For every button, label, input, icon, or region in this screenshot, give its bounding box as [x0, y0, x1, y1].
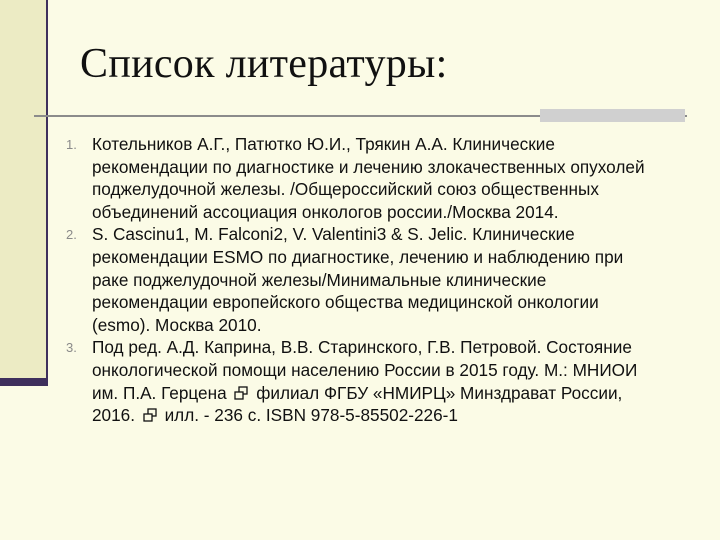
- reference-item: [60, 223, 700, 336]
- left-accent-line: [46, 0, 48, 386]
- left-accent-block: [0, 378, 48, 386]
- reference-number: 3.: [66, 340, 77, 356]
- reference-number: 2.: [66, 227, 77, 243]
- chain-link-icon[interactable]: [233, 386, 249, 400]
- reference-text: S. Cascinu1, M. Falconi2, V. Valentini3 & S. Jelic. Клинические рекомендации ESMO по диагностике, лечению и наблюдению при раке поджелудочной железы/Минимальные клинические рекомендации европейского общества медицинской онкологии (esmo). Москва 2010.: [92, 224, 624, 335]
- reference-list: [60, 133, 700, 427]
- reference-text-part: филиал ФГБУ «НМИРЦ» Минздрават России, 2016.: [92, 382, 623, 426]
- reference-number: 1.: [66, 137, 77, 152]
- reference-item: [60, 336, 700, 426]
- reference-item: [60, 133, 700, 223]
- reference-text: Котельников А.Г., Патютко Ю.И., Трякин А.А. Клинические рекомендации по диагностике и лечению злокачественных опухолей поджелудочной железы. /Общероссийский союз общественных объединений ассоциация онкологов россии./Москва 2014.: [92, 134, 645, 222]
- reference-text-part: илл. - 236 с. ISBN 978-5-85502-226-1: [164, 405, 458, 426]
- chain-link-icon[interactable]: [142, 408, 158, 422]
- slide-title: Список литературы:: [80, 41, 448, 87]
- reference-text-part: Под ред. А.Д. Каприна, В.В. Старинского, Г.В. Петровой. Состояние онкологической помощи населению России в 2015 году. М.: МНИОИ им. П.А. Герцена: [92, 337, 638, 403]
- divider-accent-block: [540, 109, 685, 122]
- left-accent-bar: [0, 0, 48, 386]
